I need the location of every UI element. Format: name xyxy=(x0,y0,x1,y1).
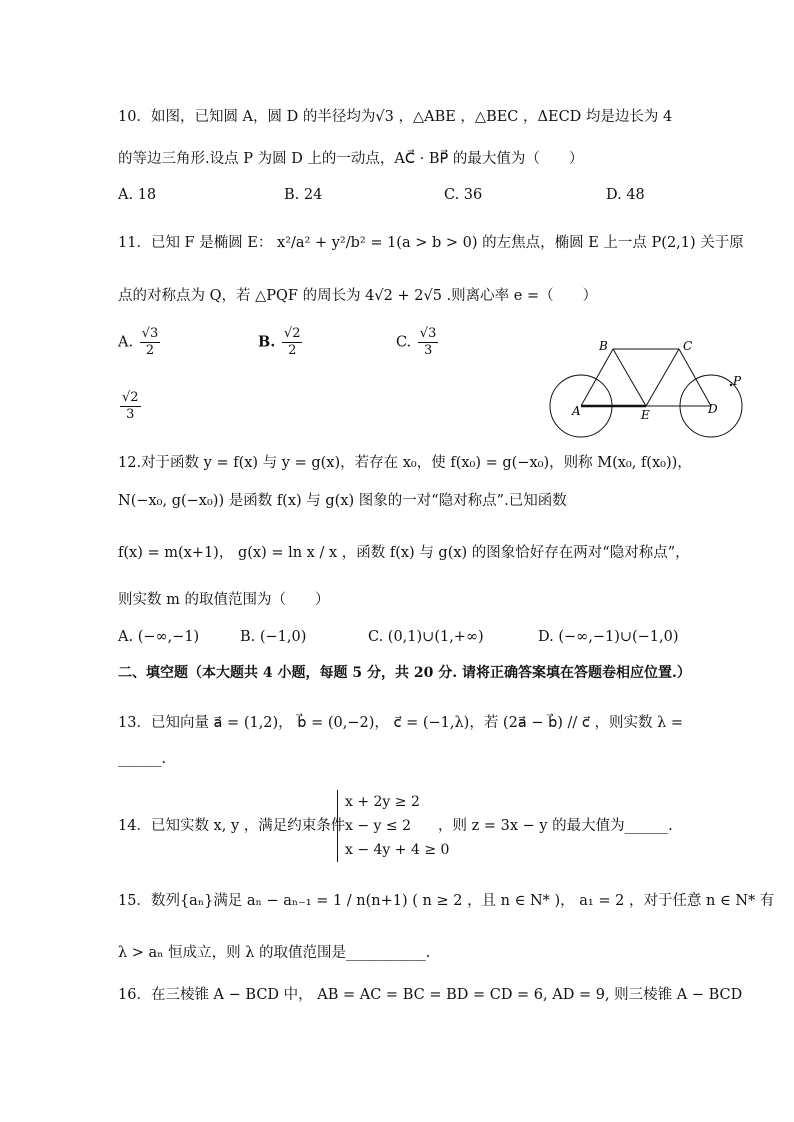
label-p: P xyxy=(733,374,742,388)
q11-choice-a xyxy=(118,326,162,359)
q11-line2: 点的对称点为 Q，若 △PQF 的周长为 4√2 + 2√5 .则离心率 e =（ ） xyxy=(118,288,598,304)
q10-choice-b: B. 24 xyxy=(284,187,323,203)
q11-choice-d xyxy=(118,390,143,423)
q14-constraint-2: x − y ≤ 2 xyxy=(345,818,411,834)
q10-choice-d: D. 48 xyxy=(606,187,645,203)
q11-line1: 11．已知 F 是椭圆 E： x²/a² + y²/b² = 1(a > b > 0) 的左焦点，椭圆 E 上一点 P(2,1) 关于原 xyxy=(118,235,744,251)
q11-c-numerator: √3 xyxy=(419,326,437,341)
q12-line4: 则实数 m 的取值范围为（ ） xyxy=(118,592,330,608)
q11-choice-b-fraction xyxy=(282,326,303,359)
q11-choice-a-label: A. xyxy=(118,334,134,351)
q10-choice-a: A. 18 xyxy=(118,187,157,203)
segment-cd xyxy=(679,349,711,406)
q12-choice-b: B. (−1,0) xyxy=(240,629,307,645)
q11-b-numerator: √2 xyxy=(283,326,301,341)
q11-choice-c-fraction xyxy=(418,326,439,359)
q11-choice-c xyxy=(396,326,440,359)
q11-choice-b-label: B. xyxy=(258,333,276,351)
section2-heading: 二、填空题（本大题共 4 小题，每题 5 分，共 20 分. 请将正确答案填在答题卷相应位置.） xyxy=(118,665,691,681)
q12-line3: f(x) = m(x+1)， g(x) = ln x / x ，函数 f(x) 与 g(x) 的图象恰好存在两对“隐对称点”， xyxy=(118,545,690,561)
q15-line1: 15．数列{aₙ}满足 aₙ − aₙ₋₁ = 1 / n(n+1) ( n ≥ 2 ，且 n ∈ N* )， a₁ = 2 ，对于任意 n ∈ N* 有 xyxy=(118,893,775,909)
segment-ce xyxy=(646,349,679,406)
geometry-figure xyxy=(546,335,746,439)
q16-line1: 16．在三棱锥 A − BCD 中， AB = AC = BC = BD = CD = 6, AD = 9, 则三棱锥 A − BCD xyxy=(118,987,743,1003)
q14-constraint-1: x + 2y ≥ 2 xyxy=(345,794,420,810)
segment-be xyxy=(613,349,646,406)
q11-a-denominator: 2 xyxy=(145,343,155,358)
q11-a-numerator: √3 xyxy=(141,326,159,341)
q13-line2: ______. xyxy=(118,751,167,767)
q11-c-denominator: 3 xyxy=(423,343,433,358)
q11-d-numerator: √2 xyxy=(122,390,139,405)
label-d: D xyxy=(708,402,718,416)
q11-b-denominator: 2 xyxy=(288,343,297,358)
q12-choice-a: A. (−∞,−1) xyxy=(118,629,200,645)
q12-line2: N(−x₀, g(−x₀)) 是函数 f(x) 与 g(x) 图象的一对“隐对称点”.已知函数 xyxy=(118,493,567,509)
q11-choice-a-fraction xyxy=(140,326,161,359)
point-p xyxy=(730,384,732,386)
q11-choice-b xyxy=(258,326,304,359)
q14-prefix: 14．已知实数 x, y ，满足约束条件 xyxy=(118,818,346,834)
label-a: A xyxy=(572,404,581,418)
q11-d-denominator: 3 xyxy=(126,407,135,422)
q11-choice-c-label: C. xyxy=(396,334,412,351)
q11-choice-d-fraction xyxy=(120,390,141,423)
q14-suffix: ，则 z = 3x − y 的最大值为______. xyxy=(438,818,673,834)
q10-line2: 的等边三角形.设点 P 为圆 D 上的一动点，AC⃗ · BP⃗ 的最大值为（ ） xyxy=(118,151,584,167)
label-e: E xyxy=(641,408,650,422)
q10-line1: 10．如图，已知圆 A，圆 D 的半径均为√3 ，△ABE ，△BEC ，ΔECD 均是边长为 4 xyxy=(118,109,673,125)
q14-constraint-3: x − 4y + 4 ≥ 0 xyxy=(345,842,450,858)
q14-constraint-system xyxy=(337,790,449,862)
segment-ab xyxy=(581,349,613,406)
q12-choice-c: C. (0,1)∪(1,+∞) xyxy=(368,629,484,645)
label-b: B xyxy=(599,339,608,353)
label-c: C xyxy=(683,339,693,353)
q13-line1: 13．已知向量 a⃗ = (1,2)， b⃗ = (0,−2)， c⃗ = (−1,λ)，若 (2a⃗ − b⃗) // c⃗ ，则实数 λ = xyxy=(118,715,684,731)
q12-choice-d: D. (−∞,−1)∪(−1,0) xyxy=(538,629,679,645)
q15-line2: λ > aₙ 恒成立，则 λ 的取值范围是___________. xyxy=(118,945,431,961)
q12-line1: 12.对于函数 y = f(x) 与 y = g(x)，若存在 x₀，使 f(x₀) = g(−x₀)，则称 M(x₀, f(x₀))， xyxy=(118,455,692,471)
q10-choice-c: C. 36 xyxy=(444,187,483,203)
